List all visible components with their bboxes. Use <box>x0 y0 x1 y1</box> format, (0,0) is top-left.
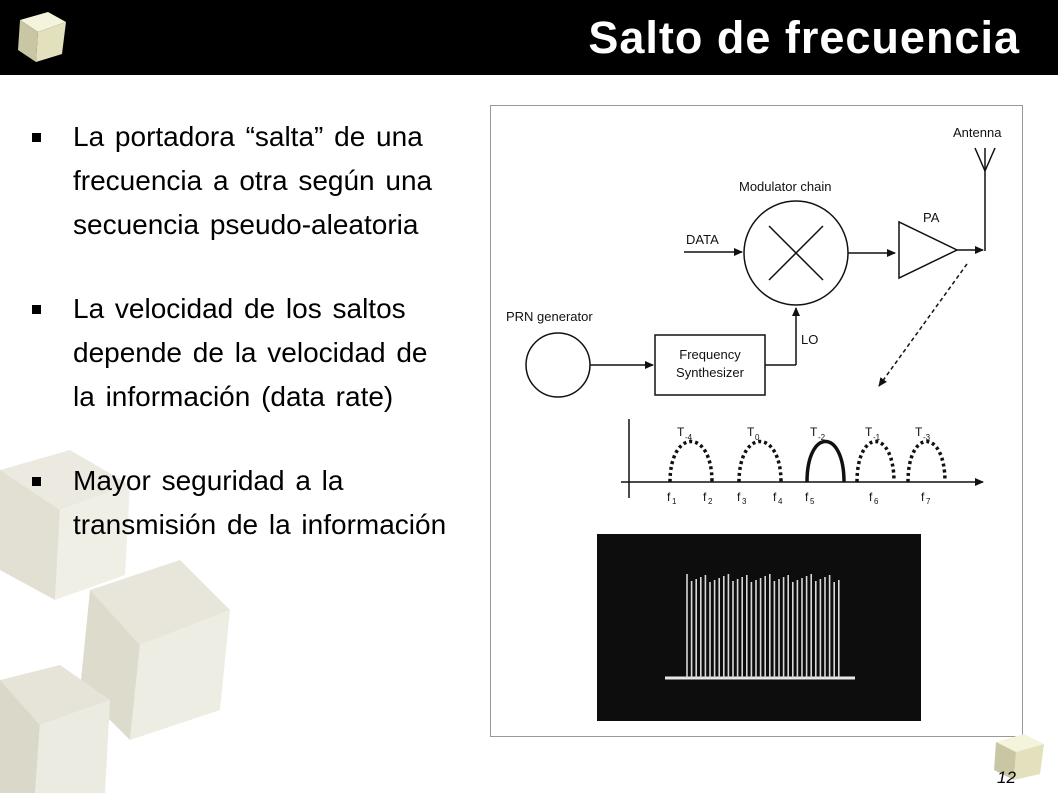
bullet-item <box>30 287 460 419</box>
svg-text:f: f <box>737 490 741 504</box>
svg-text:4: 4 <box>778 497 783 506</box>
svg-text:3: 3 <box>742 497 747 506</box>
antenna-icon <box>975 148 995 251</box>
bullet-square-icon <box>32 305 41 314</box>
svg-text:1: 1 <box>672 497 677 506</box>
bullet-list <box>30 115 460 587</box>
spectrum-trace-icon <box>597 534 921 721</box>
hop-bump-dashed <box>908 442 945 483</box>
svg-text:T: T <box>810 425 818 439</box>
svg-text:0: 0 <box>755 433 760 442</box>
antenna-label: Antenna <box>953 125 1002 140</box>
frequency-label <box>773 490 783 506</box>
bullet-text: La velocidad de los saltos depende de la velocidad de la información (data rate) <box>73 293 428 412</box>
hop-bump-dashed <box>857 442 894 483</box>
time-slot-label <box>810 425 826 442</box>
synthesizer-label-line2: Synthesizer <box>676 365 744 380</box>
bullet-item <box>30 459 460 547</box>
svg-text:-2: -2 <box>818 433 826 442</box>
bullet-text: Mayor seguridad a la transmisión de la información <box>73 465 447 540</box>
pa-label: PA <box>923 210 940 225</box>
svg-text:5: 5 <box>810 497 815 506</box>
slide-title: Salto de frecuencia <box>588 12 1020 63</box>
prn-label: PRN generator <box>506 309 593 324</box>
hop-bump-active <box>807 442 844 483</box>
title-bar <box>0 0 1058 75</box>
bullet-text: La portadora “salta” de una frecuencia a otra según una secuencia pseudo-aleatoria <box>73 121 433 240</box>
cube-logo-icon <box>14 10 72 66</box>
time-slot-label <box>677 425 693 442</box>
svg-text:6: 6 <box>874 497 879 506</box>
svg-text:f: f <box>773 490 777 504</box>
frequency-label <box>921 490 931 506</box>
bullet-square-icon <box>32 477 41 486</box>
synthesizer-label-line1: Frequency <box>679 347 741 362</box>
prn-generator-icon <box>526 333 590 397</box>
lo-label: LO <box>801 332 819 347</box>
dashed-arrow <box>879 264 967 386</box>
time-slot-label <box>915 425 931 442</box>
figure-panel <box>490 105 1023 737</box>
svg-text:f: f <box>703 490 707 504</box>
hop-bump-dashed <box>739 442 781 483</box>
svg-text:-1: -1 <box>873 433 881 442</box>
data-label: DATA <box>686 232 719 247</box>
bullet-square-icon <box>32 133 41 142</box>
svg-text:T: T <box>915 425 923 439</box>
bullet-item <box>30 115 460 247</box>
frequency-label <box>869 490 879 506</box>
time-slot-label <box>865 425 881 442</box>
spectrum-analyzer-image <box>597 534 921 721</box>
frequency-label <box>703 490 713 506</box>
mixer-icon <box>744 201 848 305</box>
modulator-label: Modulator chain <box>739 179 832 194</box>
time-slot-label <box>747 425 760 442</box>
frequency-label <box>667 490 677 506</box>
frequency-label <box>737 490 747 506</box>
svg-text:2: 2 <box>708 497 713 506</box>
svg-text:f: f <box>921 490 925 504</box>
frequency-label <box>805 490 815 506</box>
svg-text:-4: -4 <box>685 433 693 442</box>
svg-text:f: f <box>667 490 671 504</box>
svg-text:7: 7 <box>926 497 931 506</box>
svg-text:f: f <box>805 490 809 504</box>
svg-text:T: T <box>865 425 873 439</box>
hop-bump-dashed <box>670 442 712 483</box>
svg-text:f: f <box>869 490 873 504</box>
amplifier-icon <box>899 222 957 278</box>
page-number: 12 <box>997 768 1016 787</box>
svg-text:T: T <box>677 425 685 439</box>
svg-text:-3: -3 <box>923 433 931 442</box>
svg-text:T: T <box>747 425 755 439</box>
